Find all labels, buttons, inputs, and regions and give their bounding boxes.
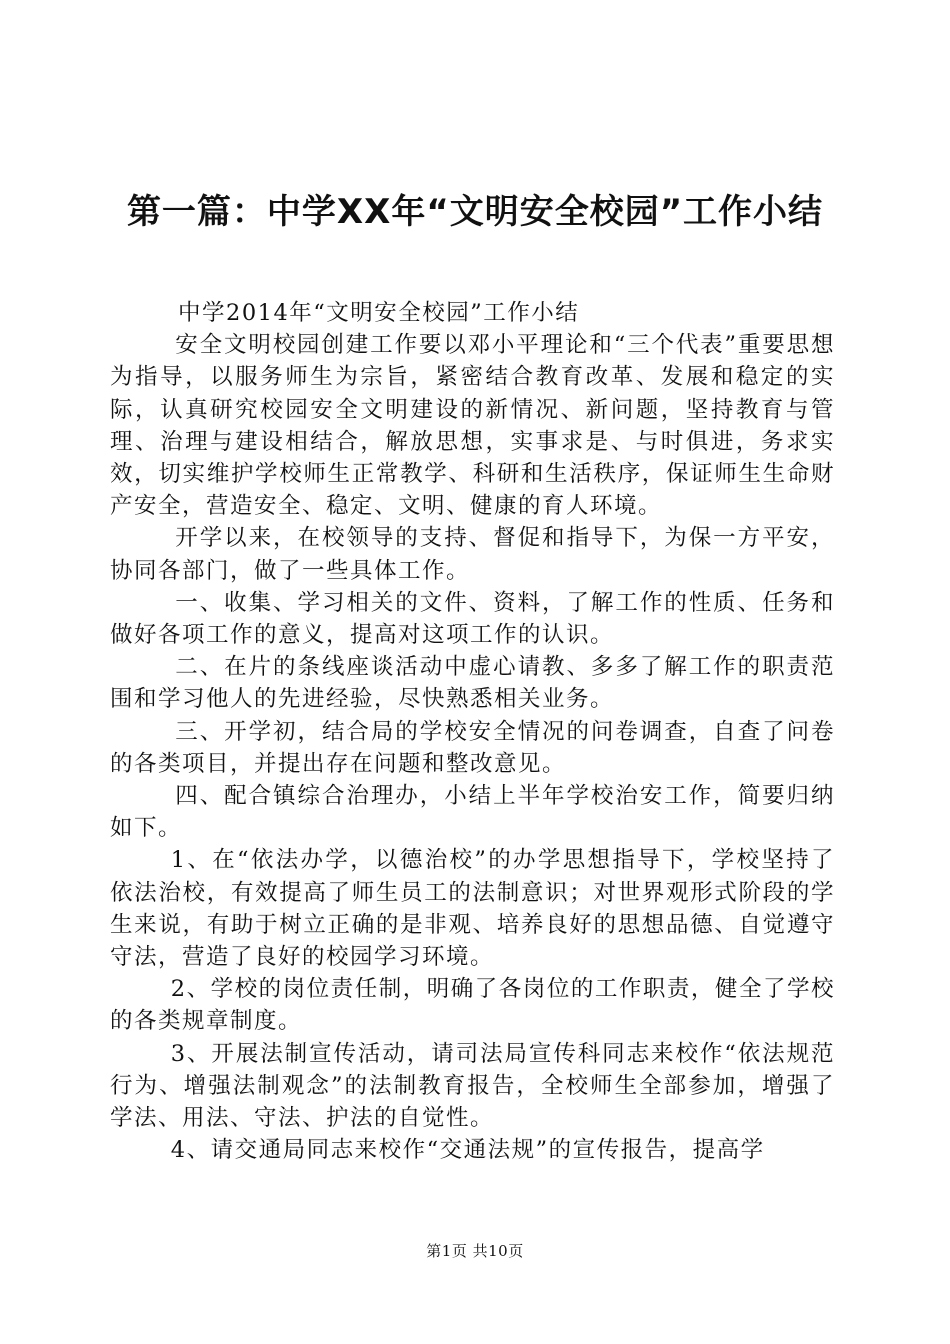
document-title: 第一篇：中学XX年“文明安全校园”工作小结 xyxy=(126,192,824,232)
paragraph: 一、收集、学习相关的文件、资料，了解工作的性质、任务和做好各项工作的意义，提高对这项工作的认识。 xyxy=(110,589,835,649)
page-footer: 第1页 共10页 xyxy=(426,1242,524,1260)
paragraph: 开学以来，在校领导的支持、督促和指导下，为保一方平安，协同各部门，做了一些具体工作。 xyxy=(110,525,835,584)
paragraph: 四、配合镇综合治理办，小结上半年学校治安工作，简要归纳如下。 xyxy=(110,783,835,842)
title-block xyxy=(100,182,850,242)
paragraph: 二、在片的条线座谈活动中虚心请教、多多了解工作的职责范围和学习他人的先进经验，尽快熟悉相关业务。 xyxy=(110,654,835,713)
paragraph: 1、在“依法办学，以德治校”的办学思想指导下，学校坚持了依法治校，有效提高了师生员工的法制意识；对世界观形式阶段的学生来说，有助于树立正确的是非观、培养良好的思想品德、自觉遵守守法，营造了良好的校园学习环境。 xyxy=(110,847,835,971)
document-body xyxy=(110,297,835,1166)
paragraph: 4、请交通局同志来校作“交通法规”的宣传报告，提高学 xyxy=(170,1137,765,1164)
paragraph: 3、开展法制宣传活动，请司法局宣传科同志来校作“依法规范行为、增强法制观念”的法制教育报告，全校师生全部参加，增强了学法、用法、守法、护法的自觉性。 xyxy=(110,1040,835,1132)
document-subtitle: 中学2014年“文明安全校园”工作小结 xyxy=(178,300,580,326)
paragraph: 2、学校的岗位责任制，明确了各岗位的工作职责，健全了学校的各类规章制度。 xyxy=(110,976,835,1035)
paragraph: 三、开学初，结合局的学校安全情况的问卷调查，自查了问卷的各类项目，并提出存在问题和整改意见。 xyxy=(110,718,835,777)
paragraph: 安全文明校园创建工作要以邓小平理论和“三个代表”重要思想为指导，以服务师生为宗旨，紧密结合教育改革、发展和稳定的实际，认真研究校园安全文明建设的新情况、新问题，坚持教育与管理、治理与建设相结合，解放思想，实事求是、与时俱进，务求实效，切实维护学校师生正常教学、科研和生活秩序，保证师生生命财产安全，营造安全、稳定、文明、健康的育人环境。 xyxy=(110,332,835,520)
